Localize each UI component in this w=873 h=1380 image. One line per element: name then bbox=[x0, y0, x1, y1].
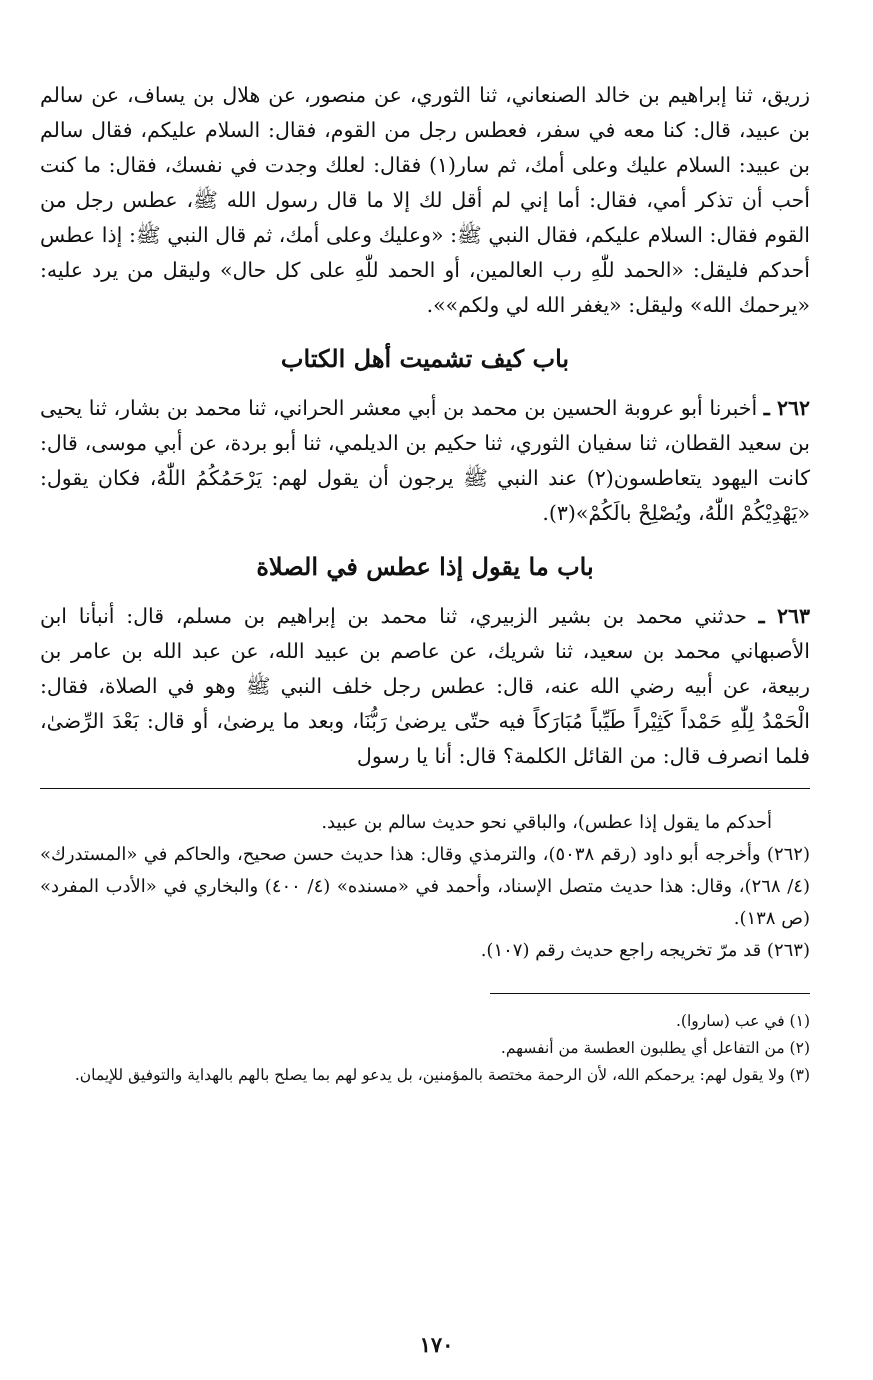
footnotes-separator bbox=[490, 993, 810, 994]
hadith-262-text: أخبرنا أبو عروبة الحسين بن محمد بن أبي معشر الحراني، ثنا محمد بن بشار، ثنا يحيى بن سعيد القطان، ثنا سفيان الثوري، ثنا حكيم بن الديلمي، ثنا أبو بردة، عن أبي موسى، قال: كانت اليهود يتعاطسون(٢) عند النبي ﷺ يرجون أن يقول لهم: يَرْحَمُكُمُ اللّٰهُ، فكان يقول: «يَهْدِيْكُمْ اللّٰهُ، ويُصْلِحْ بالَكُمْ»(٣). bbox=[40, 396, 810, 525]
footnote-2: (٢) من التفاعل أي يطلبون العطسة من أنفسهم. bbox=[500, 1039, 810, 1057]
hadith-263-text: حدثني محمد بن بشير الزبيري، ثنا محمد بن إبراهيم بن مسلم، قال: أنبأنا ابن الأصبهاني محمد بن سعيد، ثنا شريك، عن عاصم بن عبيد الله، عن عبد الله بن عامر بن ربيعة، عن أبيه رضي الله عنه، قال: عطس رجل خلف النبي ﷺ وهو في الصلاة، فقال: الْحَمْدُ لِلّٰهِ حَمْداً كَثِيْراً طَيِّباً مُبَارَكاً فيه حتّى يرضىٰ رَبُّنَا، وبعد ما يرضىٰ، أو قال: بَعْدَ الرِّضىٰ، فلما انصرف قال: من القائل الكلمة؟ قال: أنا يا رسول bbox=[40, 604, 810, 768]
page-number: ١٧٠ bbox=[419, 1332, 454, 1357]
hadith-number-262: ٢٦٢ ـ bbox=[763, 396, 810, 420]
page-body bbox=[40, 78, 810, 1089]
section-heading-salah: باب ما يقول إذا عطس في الصلاة bbox=[256, 552, 594, 581]
paragraph-continuation: زريق، ثنا إبراهيم بن خالد الصنعاني، ثنا الثوري، عن منصور، عن هلال بن يساف، عن سالم بن عبيد، قال: كنا معه في سفر، فعطس رجل من القوم، فقال: السلام عليكم، فقال سالم بن عبيد: السلام عليك وعلى أمك، ثم سار(١) فقال: لعلك وجدت في نفسك، فقال: ما كنت أحب أن تذكر أمي، فقال: أما إني لم أقل لك إلا ما قال رسول الله ﷺ، عطس رجل من القوم فقال: السلام عليكم، فقال النبي ﷺ: «وعليك وعلى أمك، ثم قال النبي ﷺ: إذا عطس أحدكم فليقل: «الحمد للّٰهِ رب العالمين، أو الحمد للّٰهِ على كل حال» وليقل من يرد عليه: «يرحمك الله» وليقل: «يغفر الله لي ولكم»». bbox=[40, 83, 811, 317]
note-continuation: أحدكم ما يقول إذا عطس)، والباقي نحو حديث سالم بن عبيد. bbox=[321, 812, 772, 833]
hadith-262 bbox=[40, 391, 810, 531]
note-262: (٢٦٢) وأخرجه أبو داود (رقم ٥٠٣٨)، والترمذي وقال: هذا حديث حسن صحيح، والحاكم في «المستدرك» (٤/ ٢٦٨)، وقال: هذا حديث متصل الإسناد، وأحمد في «مسنده» (٤/ ٤٠٠) والبخاري في «الأدب المفرد» (ص ١٣٨). bbox=[40, 844, 810, 929]
section-heading-ahl-al-kitab: باب كيف تشميت أهل الكتاب bbox=[280, 344, 570, 373]
footnote-1: (١) في عب (ساروا). bbox=[675, 1012, 810, 1030]
notes-separator bbox=[40, 788, 810, 789]
hadith-263 bbox=[40, 599, 810, 774]
note-263: (٢٦٣) قد مرّ تخريجه راجع حديث رقم (١٠٧). bbox=[480, 940, 810, 961]
footnote-3: (٣) ولا يقول لهم: يرحمكم الله، لأن الرحمة مختصة بالمؤمنين، بل يدعو لهم بما يصلح بالهم بالهداية والتوفيق للإيمان. bbox=[74, 1066, 810, 1084]
hadith-number-263: ٢٦٣ ـ bbox=[758, 604, 810, 628]
